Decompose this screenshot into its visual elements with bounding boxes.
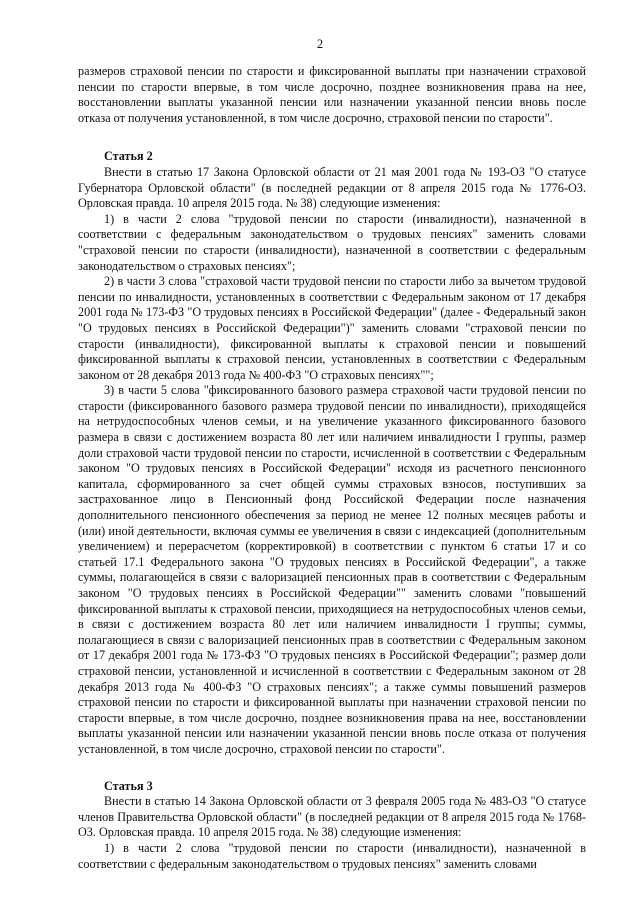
spacer (78, 758, 586, 779)
article-2-title: Статья 2 (104, 149, 153, 164)
article-2-intro: Внести в статью 17 Закона Орловской области от 21 мая 2001 года № 193-ОЗ "О статусе Губернатора Орловской области" (в последней редакции от 8 апреля 2015 года № 1776-ОЗ. Орловская правда. 10 апреля 2015 года. № 38) следующие изменения: (78, 164, 586, 211)
article-2-item-1: 1) в части 2 слова "трудовой пенсии по старости (инвалидности), назначенной в соответствии с федеральным законодательством о трудовых пенсиях" заменить словами "страховой пенсии по старости (инвалидности), назначенной в соответствии с федеральным законодательством о страховых пенсиях"; (78, 211, 586, 273)
article-3-item-1: 1) в части 2 слова "трудовой пенсии по старости (инвалидности), назначенной в соответствии с федеральным законодательством о трудовых пенсиях" заменить словами (78, 840, 586, 871)
intro-continuation: размеров страховой пенсии по старости и фиксированной выплаты при назначении страховой пенсии по старости впервые, в том числе досрочно, позднее возникновения права на нее, восстановлении выплаты указанной пенсии или назначении указанной пенсии вновь после отказа от получения установленной, в том числе досрочно, страховой пенсии по старости". (78, 64, 586, 125)
article-3-intro: Внести в статью 14 Закона Орловской области от 3 февраля 2005 года № 483-ОЗ "О статусе членов Правительства Орловской области" (в последней редакции от 8 апреля 2015 года № 1768-ОЗ. Орловская правда. 10 апреля 2015 года. № 38) следующие изменения: (78, 794, 586, 840)
article-2-item-2: 2) в части 3 слова "страховой части трудовой пенсии по старости либо за вычетом трудовой пенсии по инвалидности, установленных в соответствии с Федеральным законом от 17 декабря 2001 года № 173-ФЗ "О трудовых пенсиях в Российской Федерации" (далее - Федеральный закон "О трудовых пенсиях в Российской Федерации")" заменить словами "страховой пенсии по старости (инвалидности), фиксированной выплаты к страховой пенсии и повышений фиксированной выплаты к страховой пенсии, установленных в соответствии с Федеральным законом от 28 декабря 2013 года № 400-ФЗ "О страховых пенсиях""; (78, 274, 586, 382)
article-3-title: Статья 3 (104, 778, 153, 793)
page-number: 2 (316, 37, 324, 51)
spacer (78, 126, 586, 149)
document-body (78, 64, 586, 872)
article-2-item-3: 3) в части 5 слова "фиксированного базового размера страховой части трудовой пенсии по старости (фиксированного базового размера трудовой пенсии по инвалидности), приходящейся на нетрудоспособных членов семьи, и на увеличение указанного фиксированного базового размера в связи с достижением возраста 80 лет или наличием инвалидности I группы, размер доли страховой части трудовой пенсии по старости, исчисленной в соответствии с Федеральным законом "О трудовых пенсиях в Российской Федерации" исходя из расчетного пенсионного капитала, сформированного за счет общей суммы страховых взносов, поступивших за застрахованное лицо в Пенсионный фонд Российской Федерации после назначения дополнительного пенсионного обеспечения за период не менее 12 полных месяцев работы и (или) иной деятельности, включая суммы ее увеличения в связи с индексацией (дополнительным увеличением) и перерасчетом (корректировкой) в соответствии с пунктом 6 статьи 17 и со статьей 17.1 Федерального закона "О трудовых пенсиях в Российской Федерации", а также суммы, полагающейся в связи с валоризацией пенсионных прав в соответствии с Федеральным законом "О трудовых пенсиях в Российской Федерации"" заменить словами "повышений фиксированной выплаты к страховой пенсии, приходящиеся на нетрудоспособных членов семьи, в связи с достижением возраста 80 лет или наличием инвалидности I группы; суммы, полагающиеся в связи с валоризацией пенсионных прав в соответствии с Федеральным законом от 17 декабря 2001 года № 173-ФЗ "О трудовых пенсиях в Российской Федерации"; размер доли страховой пенсии, установленной и исчисленной в соответствии с Федеральным законом от 28 декабря 2013 года № 400-ФЗ "О страховых пенсиях"; а также суммы повышений размеров страховой пенсии по старости и фиксированной выплаты при назначении страховой пенсии по старости впервые, в том числе досрочно, позднее возникновения права на нее, восстановлении выплаты указанной пенсии или назначении указанной пенсии вновь после отказа от получения установленной, в том числе досрочно, страховой пенсии по старости". (78, 383, 586, 756)
